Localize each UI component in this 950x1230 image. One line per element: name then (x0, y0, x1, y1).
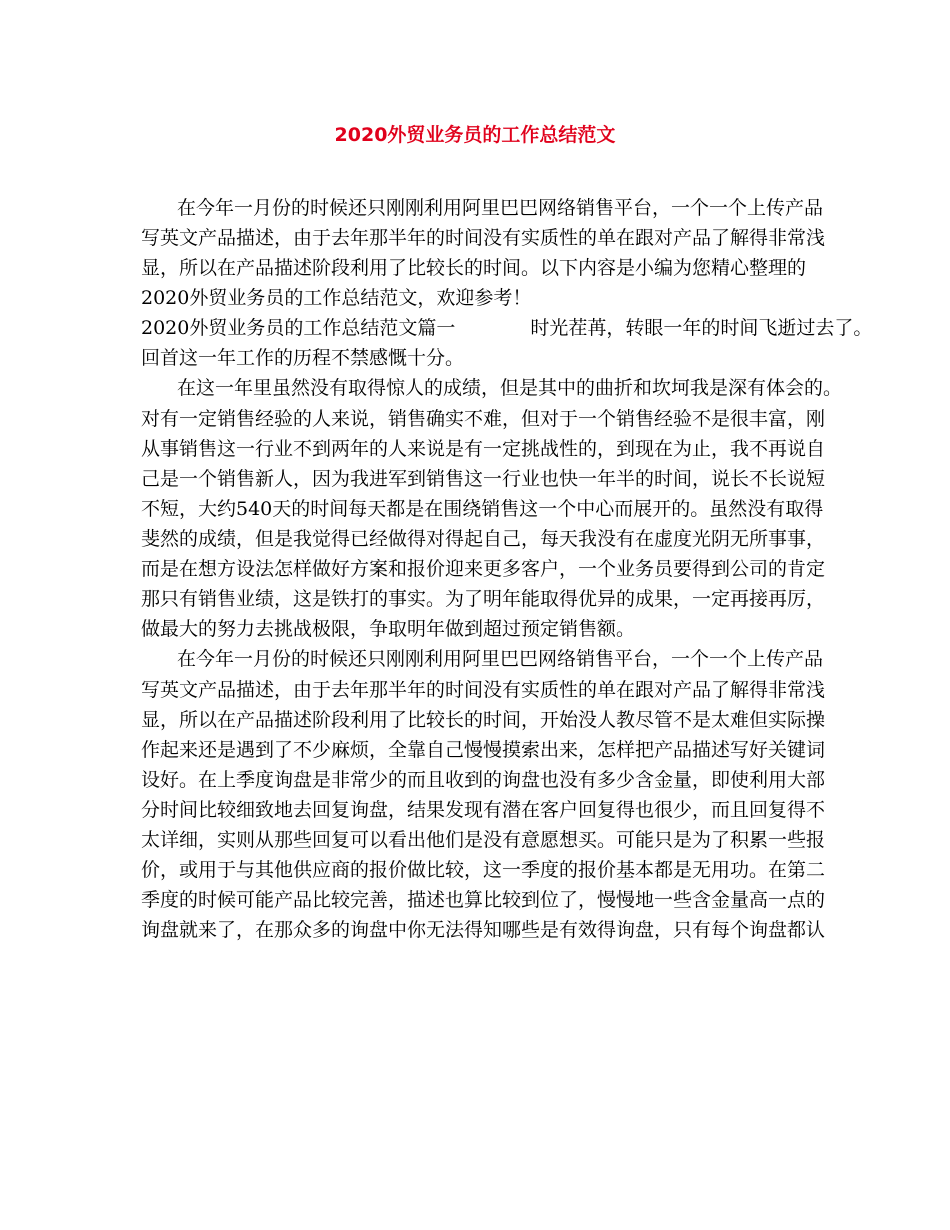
text-line: 从事销售这一行业不到两年的人来说是有一定挑战性的，到现在为止，我不再说自 (141, 438, 826, 460)
text-line: 季度的时候可能产品比较完善，描述也算比较到位了，慢慢地一些含金量高一点的 (141, 889, 826, 911)
text-line: 2020外贸业务员的工作总结范文，欢迎参考！ (141, 287, 532, 309)
text-line: 对有一定销售经验的人来说，销售确实不难，但对于一个销售经验不是很丰富，刚 (141, 408, 826, 430)
text-line: 写英文产品描述，由于去年那半年的时间没有实质性的单在跟对产品了解得非常浅 (141, 227, 826, 249)
text-line: 在今年一月份的时候还只刚刚利用阿里巴巴网络销售平台，一个一个上传产品 (177, 197, 824, 219)
text-line: 显，所以在产品描述阶段利用了比较长的时间。以下内容是小编为您精心整理的 (141, 257, 807, 279)
text-line: 询盘就来了，在那众多的询盘中你无法得知哪些是有效得询盘，只有每个询盘都认 (141, 919, 826, 941)
text-line: 那只有销售业绩，这是铁打的事实。为了明年能取得优异的成果，一定再接再厉， (141, 588, 826, 610)
text-line: 显，所以在产品描述阶段利用了比较长的时间，开始没人教尽管不是太难但实际操 (141, 709, 826, 731)
text-fragment: 时光茬苒，转眼一年的时间飞逝过去了。 (530, 317, 873, 339)
text-line: 价，或用于与其他供应商的报价做比较，这一季度的报价基本都是无用功。在第二 (141, 859, 826, 881)
section-heading: 2020外贸业务员的工作总结范文篇一 (141, 317, 456, 339)
text-line-composite (141, 313, 873, 343)
text-line: 斐然的成绩，但是我觉得已经做得对得起自己，每天我没有在虚度光阴无所事事， (141, 528, 826, 550)
document-body (141, 193, 873, 945)
text-line: 己是一个销售新人，因为我进军到销售这一行业也快一年半的时间，说长不长说短 (141, 468, 826, 490)
text-line: 回首这一年工作的历程不禁感慨十分。 (141, 347, 465, 369)
text-line: 而是在想方设法怎样做好方案和报价迎来更多客户，一个业务员要得到公司的肯定 (141, 558, 826, 580)
document-title: 2020外贸业务员的工作总结范文 (334, 124, 616, 146)
text-line: 作起来还是遇到了不少麻烦，全靠自己慢慢摸索出来，怎样把产品描述写好关键词 (141, 739, 826, 761)
text-line: 在今年一月份的时候还只刚刚利用阿里巴巴网络销售平台，一个一个上传产品 (177, 648, 824, 670)
text-line: 在这一年里虽然没有取得惊人的成绩，但是其中的曲折和坎坷我是深有体会的。 (177, 377, 843, 399)
text-line: 做最大的努力去挑战极限，争取明年做到超过预定销售额。 (141, 618, 636, 640)
text-line: 写英文产品描述，由于去年那半年的时间没有实质性的单在跟对产品了解得非常浅 (141, 679, 826, 701)
text-line: 设好。在上季度询盘是非常少的而且收到的询盘也没有多少含金量，即使利用大部 (141, 769, 826, 791)
text-line: 太详细，实则从那些回复可以看出他们是没有意愿想买。可能只是为了积累一些报 (141, 829, 826, 851)
text-line: 分时间比较细致地去回复询盘，结果发现有潜在客户回复得也很少，而且回复得不 (141, 799, 826, 821)
text-line: 不短，大约540天的时间每天都是在围绕销售这一个中心而展开的。虽然没有取得 (141, 498, 824, 520)
